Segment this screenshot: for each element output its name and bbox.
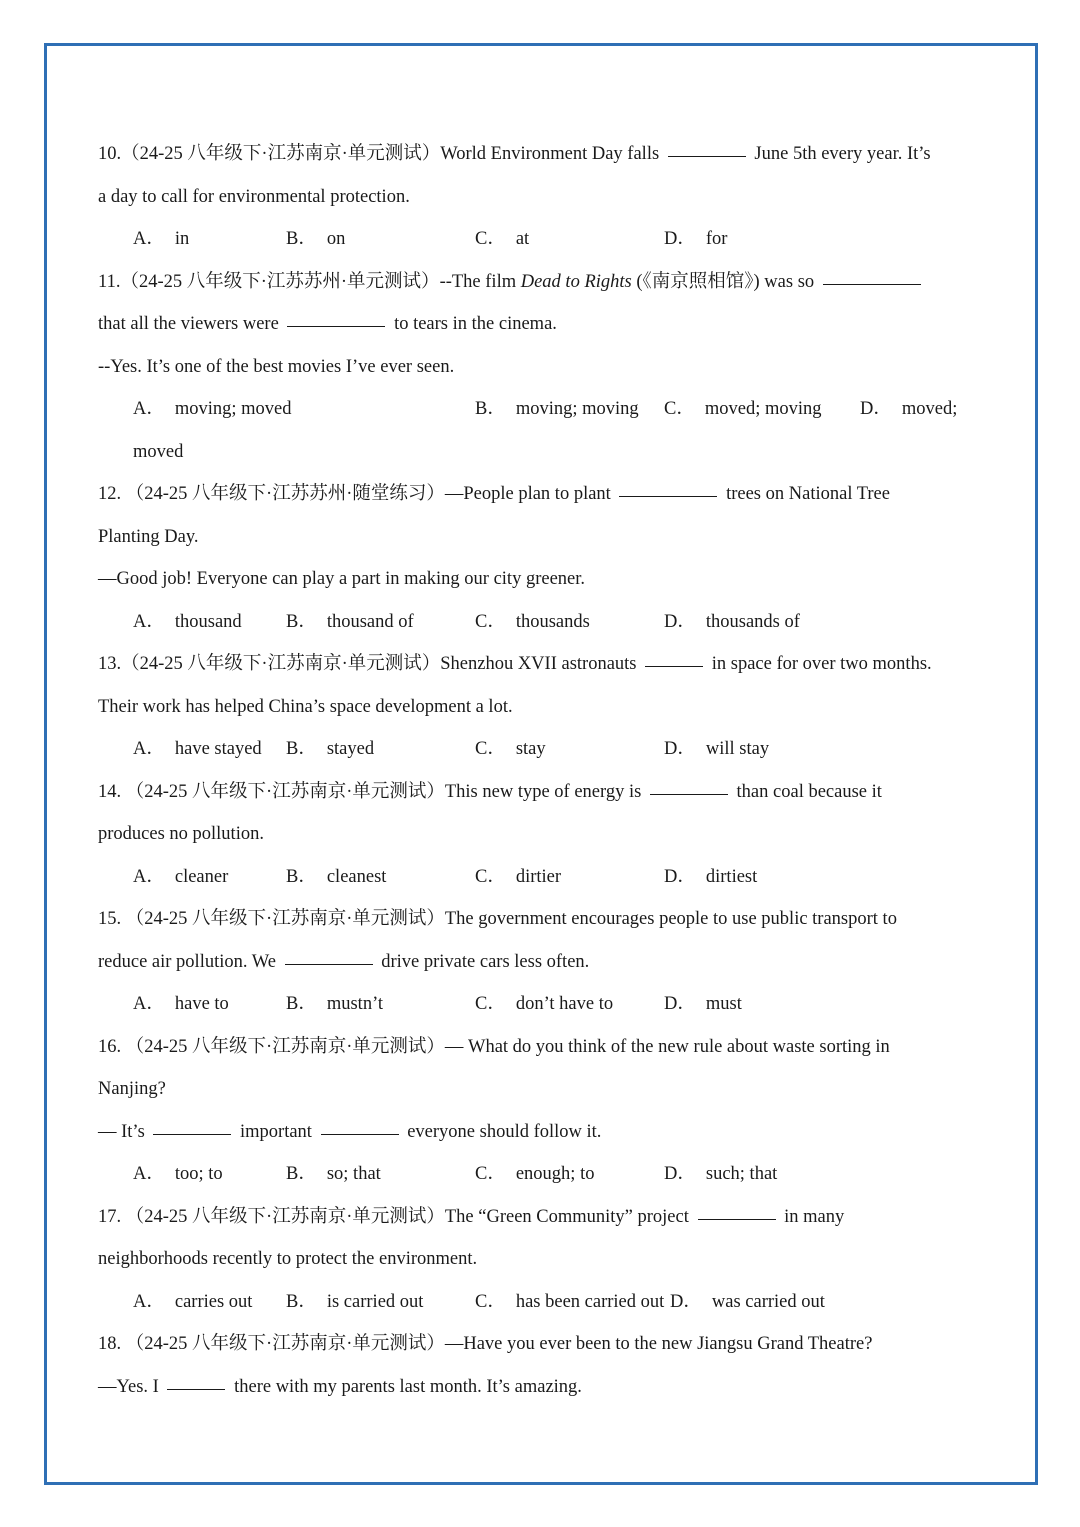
question-16-line-1 (98, 1026, 988, 1069)
question-16-line-2: Nanjing? (98, 1079, 166, 1099)
question-11-line-1 (98, 261, 988, 304)
question-text: — It’s (98, 1121, 145, 1142)
question-source: （24-25 八年级下·江苏南京·单元测试） (121, 654, 441, 674)
question-12-line-2: Planting Day. (98, 526, 199, 547)
question-text: The “Green Community” project (444, 1206, 689, 1227)
option-b[interactable]: B． is carried out (286, 1291, 424, 1312)
question-text: to tears in the cinema. (394, 314, 557, 334)
question-text: than coal because it (736, 781, 882, 802)
question-text: that all the viewers were (98, 314, 279, 334)
option-d[interactable]: D． must (664, 994, 742, 1014)
option-c[interactable]: C． has been carried out (475, 1291, 665, 1312)
question-16-options (98, 1153, 988, 1196)
option-c[interactable]: C． thousands (475, 611, 590, 632)
film-title: Dead to Rights (520, 271, 632, 292)
option-a[interactable]: A． thousand (133, 611, 242, 632)
question-12-options (98, 601, 988, 644)
option-b[interactable]: B． stayed (286, 739, 375, 759)
question-15-line-2 (98, 941, 988, 984)
question-number: 11. (98, 271, 121, 292)
option-c[interactable]: C． dirtier (475, 866, 562, 887)
question-source: （24-25 八年级下·江苏苏州·单元测试） (120, 271, 440, 292)
question-15-options (98, 983, 988, 1026)
question-13-line-2: Their work has helped China’s space development a lot. (98, 696, 513, 717)
option-a[interactable]: A． carries out (133, 1291, 253, 1312)
option-b[interactable]: B． cleanest (286, 866, 387, 887)
question-text: The government encourages people to use public transport to (444, 909, 897, 929)
question-text: —Have you ever been to the new Jiangsu Grand Theatre? (444, 1334, 873, 1354)
question-number: 17. (98, 1206, 122, 1227)
question-text: This new type of energy is (444, 781, 642, 802)
question-source: （24-25 八年级下·江苏南京·单元测试） (125, 781, 445, 802)
question-text: Shenzhou XVII astronauts (440, 654, 637, 674)
option-d[interactable]: D． was carried out (670, 1291, 825, 1312)
question-text: trees on National Tree (726, 484, 890, 504)
answer-blank (167, 1389, 225, 1390)
option-d[interactable]: D． for (664, 229, 728, 249)
question-13-options (98, 728, 988, 771)
question-16-line-3 (98, 1111, 988, 1154)
answer-blank (823, 284, 921, 285)
question-11-line-2 (98, 303, 988, 346)
question-number: 10. (98, 144, 122, 164)
option-c[interactable]: C． enough; to (475, 1164, 595, 1184)
question-source: （24-25 八年级下·江苏南京·单元测试） (121, 144, 441, 164)
question-text: —People plan to plant (444, 484, 611, 504)
option-b[interactable]: B． moving; moving (475, 399, 639, 419)
option-d[interactable]: D． will stay (664, 739, 770, 759)
question-source: （24-25 八年级下·江苏苏州·随堂练习） (125, 484, 445, 504)
worksheet-content (98, 133, 988, 1408)
question-number: 16. (98, 1036, 122, 1057)
answer-blank (698, 1219, 776, 1220)
question-text: World Environment Day falls (440, 144, 660, 164)
option-b[interactable]: B． thousand of (286, 611, 414, 632)
question-number: 14. (98, 781, 122, 802)
option-a[interactable]: A． have to (133, 994, 229, 1014)
answer-blank (321, 1134, 399, 1135)
option-b[interactable]: B． so; that (286, 1164, 381, 1184)
option-d[interactable]: D． moved; (860, 399, 958, 419)
option-c[interactable]: C． moved; moving (664, 399, 822, 419)
question-text: — What do you think of the new rule about waste sorting in (444, 1036, 890, 1057)
question-source: （24-25 八年级下·江苏南京·单元测试） (125, 909, 445, 929)
option-a[interactable]: A． in (133, 229, 190, 249)
option-a[interactable]: A． too; to (133, 1164, 223, 1184)
option-d[interactable]: D． such; that (664, 1164, 778, 1184)
question-14-options (98, 856, 988, 899)
answer-blank (668, 156, 746, 157)
question-number: 12. (98, 484, 122, 504)
option-d[interactable]: D． dirtiest (664, 866, 758, 887)
question-text: important (240, 1121, 312, 1142)
answer-blank (619, 496, 717, 497)
question-text: —Yes. I (98, 1376, 159, 1397)
option-c[interactable]: C． don’t have to (475, 994, 614, 1014)
question-text: in many (784, 1206, 845, 1227)
question-source: （24-25 八年级下·江苏南京·单元测试） (125, 1206, 445, 1227)
answer-blank (285, 964, 373, 965)
question-text: in space for over two months. (711, 654, 932, 674)
question-source: （24-25 八年级下·江苏南京·单元测试） (125, 1036, 445, 1057)
option-b[interactable]: B． on (286, 229, 346, 249)
question-text: there with my parents last month. It’s amazing. (234, 1376, 582, 1397)
option-b[interactable]: B． mustn’t (286, 994, 384, 1014)
question-10-options (98, 218, 988, 261)
answer-blank (287, 326, 385, 327)
question-11-line-3: --Yes. It’s one of the best movies I’ve ever seen. (98, 356, 455, 377)
question-14-line-1 (98, 771, 988, 814)
question-text: June 5th every year. It’s (754, 144, 931, 164)
question-text: (《南京照相馆》) was so (636, 271, 815, 292)
question-13-line-1 (98, 643, 988, 686)
question-12-line-3: —Good job! Everyone can play a part in making our city greener. (98, 569, 586, 589)
question-text: --The film (439, 271, 517, 292)
answer-blank (645, 666, 703, 667)
option-a[interactable]: A． cleaner (133, 866, 229, 887)
question-10-line-2: a day to call for environmental protection. (98, 186, 410, 207)
question-18-line-2 (98, 1366, 988, 1409)
question-14-line-2: produces no pollution. (98, 824, 264, 844)
answer-blank (153, 1134, 231, 1135)
question-17-options (98, 1281, 988, 1324)
question-12-line-1 (98, 473, 988, 516)
question-number: 13. (98, 654, 122, 674)
question-11-option-wrap: moved (133, 441, 184, 462)
question-text: reduce air pollution. We (98, 951, 276, 972)
question-17-line-2: neighborhoods recently to protect the environment. (98, 1249, 478, 1269)
question-11-options (98, 388, 988, 431)
question-source: （24-25 八年级下·江苏南京·单元测试） (125, 1334, 445, 1354)
answer-blank (650, 794, 728, 795)
question-text: everyone should follow it. (407, 1121, 602, 1142)
question-number: 18. (98, 1334, 122, 1354)
question-10-line-1 (98, 133, 988, 176)
question-text: drive private cars less often. (381, 951, 590, 972)
option-c[interactable]: C． stay (475, 739, 546, 759)
option-d[interactable]: D． thousands of (664, 611, 800, 632)
option-a[interactable]: A． have stayed (133, 739, 262, 759)
option-c[interactable]: C． at (475, 229, 530, 249)
question-18-line-1 (98, 1323, 988, 1366)
option-a[interactable]: A． moving; moved (133, 399, 292, 419)
question-number: 15. (98, 909, 122, 929)
question-15-line-1 (98, 898, 988, 941)
question-17-line-1 (98, 1196, 988, 1239)
